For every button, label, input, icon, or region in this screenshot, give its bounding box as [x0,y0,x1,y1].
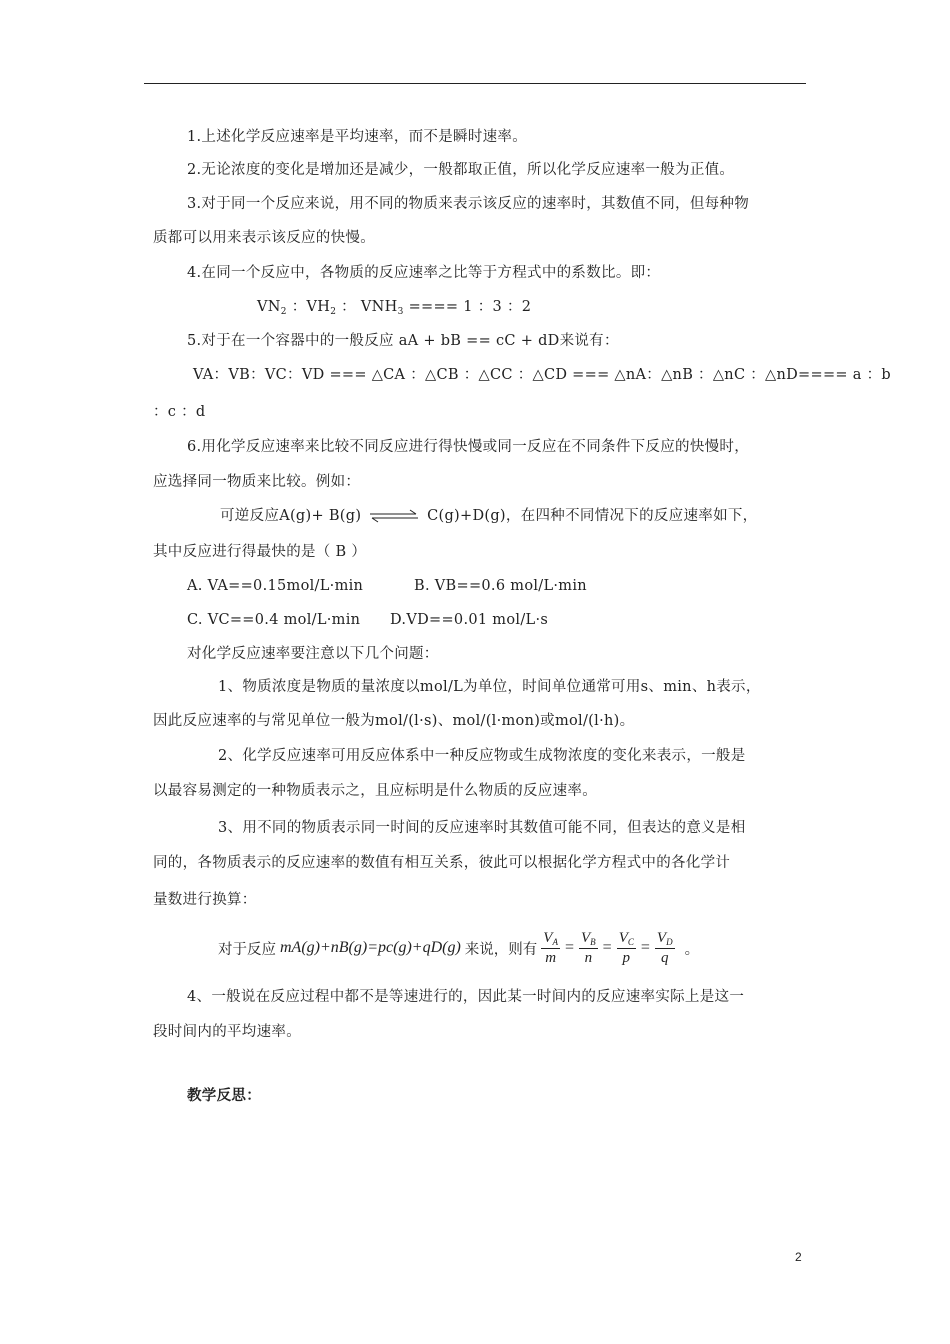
ratio-equation: $VN_2$ ：$VH_2$ ： $VNH_3$ ==== 1 ：3 ：2 [257,299,532,317]
text-line: 应选择同一物质来比较。例如： [153,474,361,490]
rate-equation: VA：VB：VC：VD === △CA ：△CB ：△CC ：△CD === △nA：△nB ：△nC ：△nD==== a ：b [193,367,892,383]
fraction: $\frac{V_D}{q}$ [656,929,673,966]
question-line: 其中反应进行得最快的是（ B ） [153,544,367,560]
text-line: 2.无论浓度的变化是增加还是减少，一般都取正值，所以化学反应速率一般为正值。 [187,162,735,178]
text-line: 1、物质浓度是物质的量浓度以mol/L为单位，时间单位通常可用s、min、h表示， [218,679,761,695]
option-a: A. VA==0.15mol/L·min [187,578,364,594]
text-line: 3、用不同的物质表示同一时间的反应速率时其数值可能不同，但表达的意义是相 [218,820,746,836]
reaction-line: 可逆反应A(g)+ B(g) C(g)+D(g)，在四种不同情况下的反应速率如下， [220,508,758,524]
text-line: 质都可以用来表示该反应的快慢。 [153,230,375,246]
text-line: 4.在同一个反应中，各物质的反应速率之比等于方程式中的系数比。即： [187,265,661,281]
fraction: $\frac{V_B}{n}$ [580,929,596,966]
text-line: ：c ：d [153,404,206,420]
option-d: D.VD==0.01 mol/L·s [390,612,549,628]
fraction: $\frac{V_A}{m}$ [543,929,558,966]
text-line: 以最容易测定的一种物质表示之，且应标明是什么物质的反应速率。 [153,783,597,799]
text-line: 6.用化学反应速率来比较不同反应进行得快慢或同一反应在不同条件下反应的快慢时， [187,439,750,455]
option-c: C. VC==0.4 mol/L·min [187,612,361,628]
option-b: B. VB==0.6 mol/L·min [414,578,587,594]
text-line: 量数进行换算： [153,892,257,908]
text-line: 4、一般说在反应过程中都不是等速进行的，因此某一时间内的反应速率实际上是这一 [187,989,745,1005]
page-number: 2 [795,1250,802,1264]
text-line: 5.对于在一个容器中的一般反应 aA + bB == cC + dD来说有： [187,333,619,349]
reaction-equation: mA(g)+nB(g)=pc(g)+qD(g) [280,939,461,956]
rate-formula: 对于反应 mA(g)+nB(g)=pc(g)+qD(g) 来说，则有 $\frac{V_A}{m}$ = $\frac{V_B}{n}$ = $\frac{V_C}{p}$ = $\frac{V_D}{q}$ 。 [218,929,700,966]
header-rule [144,83,806,84]
text-line: 段时间内的平均速率。 [153,1024,301,1040]
text-line: 对化学反应速率要注意以下几个问题： [187,646,439,662]
fraction: $\frac{V_C}{p}$ [618,929,634,966]
text-line: 1.上述化学反应速率是平均速率，而不是瞬时速率。 [187,129,528,145]
text-line: 同的，各物质表示的反应速率的数值有相互关系，彼此可以根据化学方程式中的各化学计 [153,855,731,871]
reflection-heading: 教学反思： [187,1088,261,1104]
reversible-arrow-icon [368,509,420,523]
text-line: 3.对于同一个反应来说，用不同的物质来表示该反应的速率时，其数值不同，但每种物 [187,196,750,212]
text-line: 因此反应速率的与常见单位一般为mol/(l·s)、mol/(l·mon)或mol/(l·h)。 [153,713,635,729]
text-line: 2、化学反应速率可用反应体系中一种反应物或生成物浓度的变化来表示，一般是 [218,748,746,764]
